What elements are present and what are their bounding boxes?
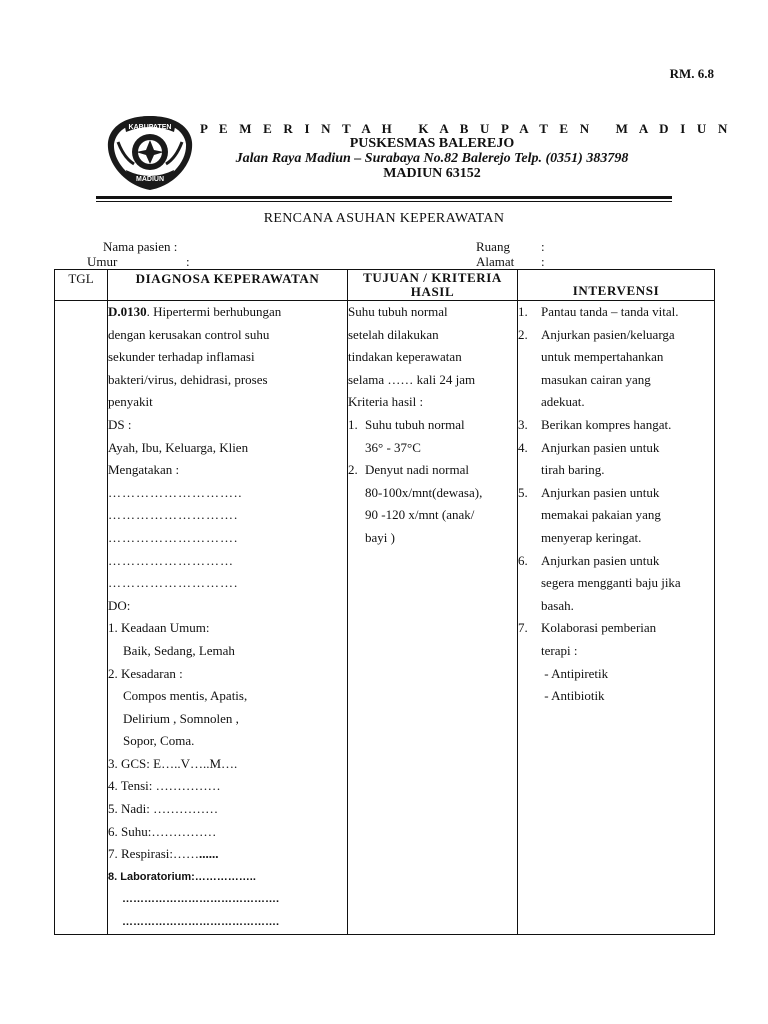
lab-label: 8. Laboratorium:……………..	[108, 870, 256, 883]
goal-line: Suhu tubuh normal	[348, 304, 448, 319]
criteria-number	[348, 482, 365, 505]
criteria-text: Suhu tubuh normal	[365, 416, 465, 432]
diagnosis-code: D.0130	[108, 304, 147, 319]
do-item-number: 7.	[108, 846, 121, 862]
do-item-suffix: ......	[199, 846, 219, 862]
intervention-line	[518, 504, 714, 527]
intervention-number	[518, 663, 535, 686]
goal-line: setelah dilakukan	[348, 326, 439, 342]
do-item-detail: Sopor, Coma.	[123, 733, 195, 749]
diagnosa-cell	[108, 301, 348, 935]
logo-text-bottom: MADIUN	[136, 176, 164, 183]
ds-label: DS :	[108, 416, 132, 432]
intervention-text: terapi :	[541, 642, 578, 658]
ds-blank-line: ………………………	[108, 552, 234, 568]
do-item	[108, 663, 347, 686]
header-city: MADIUN 63152	[383, 166, 481, 181]
criteria-line	[348, 482, 517, 505]
criteria-number	[348, 504, 365, 527]
criteria-number	[348, 437, 365, 460]
intervention-text: basah.	[541, 597, 574, 613]
goal-line: Kriteria hasil :	[348, 394, 424, 410]
criteria-number	[348, 527, 365, 550]
patient-room-label: Ruang	[476, 239, 510, 254]
madiun-regency-logo	[104, 112, 196, 192]
intervention-number	[518, 685, 535, 708]
intervention-line	[518, 391, 714, 414]
intervention-line	[518, 617, 714, 640]
ds-line: Mengatakan :	[108, 462, 180, 478]
criteria-text: 80-100x/mnt(dewasa),	[365, 484, 483, 500]
do-item	[108, 617, 347, 640]
intervention-number	[518, 391, 535, 414]
criteria-line	[348, 504, 517, 527]
header-tgl: TGL	[55, 270, 108, 301]
intervention-number	[518, 640, 535, 663]
criteria-line	[348, 459, 517, 482]
header-diagnosa: DIAGNOSA KEPERAWATAN	[108, 270, 348, 301]
intervention-line	[518, 414, 714, 437]
intervention-number	[518, 346, 535, 369]
intervention-number	[518, 572, 535, 595]
criteria-text: 90 -120 x/mnt (anak/	[365, 507, 475, 523]
do-label: DO:	[108, 597, 131, 613]
intervention-line	[518, 437, 714, 460]
table-header-row	[55, 270, 715, 301]
do-item-label: Nadi: ……………	[121, 801, 219, 817]
do-item-detail: Baik, Sedang, Lemah	[123, 642, 235, 658]
intervention-text: Anjurkan pasien untuk	[541, 552, 660, 568]
do-item	[108, 843, 347, 866]
intervention-text: - Antipiretik	[541, 665, 609, 681]
intervention-number	[518, 459, 535, 482]
header-government: P E M E R I N T A H K A B U P A T E N M A D I U N	[200, 121, 732, 136]
do-item-number: 1.	[108, 620, 121, 636]
intervention-line	[518, 527, 714, 550]
intervention-text: Pantau tanda – tanda vital.	[541, 304, 679, 319]
ds-line: Ayah, Ibu, Keluarga, Klien	[108, 439, 249, 455]
intervention-number	[518, 595, 535, 618]
intervention-text: Kolaborasi pemberian	[541, 620, 657, 636]
header-divider-thin	[96, 201, 672, 202]
intervention-number: 3.	[518, 416, 528, 432]
intervention-text: Berikan kompres hangat.	[541, 416, 672, 432]
ds-blank-line: ……………………….	[108, 529, 239, 545]
intervention-number: 1.	[518, 304, 528, 319]
nursing-care-plan-table	[54, 269, 715, 935]
tujuan-cell	[348, 301, 518, 935]
patient-address-colon: :	[541, 254, 545, 269]
do-item-label: Respirasi:……	[121, 846, 199, 862]
goal-line: tindakan keperawatan	[348, 349, 462, 365]
logo-text-top: KABUPATEN	[128, 124, 172, 131]
diagnosis-line: sekunder terhadap inflamasi	[108, 349, 255, 365]
intervention-number: 6.	[518, 552, 528, 568]
diagnosis-line: bakteri/virus, dehidrasi, proses	[108, 371, 268, 387]
intervention-text: masukan cairan yang	[541, 371, 651, 387]
intervention-number	[518, 504, 535, 527]
lab-blank-line: …………………………………….	[122, 893, 280, 906]
intervention-line	[518, 369, 714, 392]
intervention-text: Anjurkan pasien/keluarga	[541, 326, 675, 342]
intervention-text: adekuat.	[541, 394, 585, 410]
do-item	[108, 775, 347, 798]
table-body-row	[55, 301, 715, 935]
intervention-text: segera mengganti baju jika	[541, 575, 681, 591]
intervention-line	[518, 459, 714, 482]
intervention-line	[518, 324, 714, 347]
ds-blank-line: ……………………….	[108, 575, 239, 591]
intervention-line	[518, 640, 714, 663]
do-item-label: Tensi: ……………	[120, 778, 221, 794]
intervention-line	[518, 550, 714, 573]
header-puskesmas: PUSKESMAS BALEREJO	[349, 136, 515, 151]
diagnosis-line: penyakit	[108, 394, 153, 410]
do-item-detail: Delirium , Somnolen ,	[123, 710, 239, 726]
do-item-label: Keadaan Umum:	[121, 620, 210, 636]
ds-blank-line: ……………………….	[108, 507, 239, 523]
intervention-line	[518, 482, 714, 505]
intervention-number: 5.	[518, 484, 528, 500]
do-item-number: 3.	[108, 755, 121, 771]
diagnosis-line: dengan kerusakan control suhu	[108, 326, 270, 342]
header-intervensi: INTERVENSI	[518, 270, 715, 301]
do-item-number: 2.	[108, 665, 121, 681]
intervention-line	[518, 595, 714, 618]
do-item-label: Kesadaran :	[121, 665, 183, 681]
criteria-text: Denyut nadi normal	[365, 462, 469, 478]
intervention-text: - Antibiotik	[541, 688, 605, 704]
do-item-detail: Compos mentis, Apatis,	[123, 688, 248, 704]
criteria-text: 36° - 37°C	[365, 439, 421, 455]
patient-age-label: Umur	[87, 254, 118, 269]
document-code: RM. 6.8	[669, 66, 714, 81]
criteria-number: 1.	[348, 416, 358, 432]
intervention-number: 2.	[518, 326, 528, 342]
form-title: RENCANA ASUHAN KEPERAWATAN	[263, 211, 505, 226]
patient-age-colon: :	[186, 254, 190, 269]
ds-blank-line: ………………………..	[108, 484, 243, 500]
intervention-number: 4.	[518, 439, 528, 455]
header-address: Jalan Raya Madiun – Surabaya No.82 Balerejo Telp. (0351) 383798	[235, 151, 629, 166]
patient-address-label: Alamat	[476, 254, 515, 269]
diagnosis-statement	[108, 301, 347, 324]
goal-line: selama …… kali 24 jam	[348, 371, 476, 387]
criteria-line	[348, 437, 517, 460]
intervention-text: untuk mempertahankan	[541, 349, 664, 365]
lab-blank-line: …………………………………….	[122, 916, 280, 929]
intervention-line	[518, 685, 714, 708]
criteria-number: 2.	[348, 462, 358, 478]
intervention-line	[518, 572, 714, 595]
do-item-label: Suhu:……………	[121, 823, 217, 839]
do-item	[108, 821, 347, 844]
patient-name-label: Nama pasien :	[103, 239, 178, 254]
intervention-text: menyerap keringat.	[541, 529, 642, 545]
criteria-text: bayi )	[365, 529, 395, 545]
intervention-number	[518, 369, 535, 392]
do-item-number: 4.	[108, 778, 121, 794]
do-item-number: 6.	[108, 823, 121, 839]
intervention-line	[518, 301, 714, 324]
diagnosis-text: . Hipertermi berhubungan	[146, 304, 282, 319]
patient-room-colon: :	[541, 239, 545, 254]
intervention-text: Anjurkan pasien untuk	[541, 439, 660, 455]
header-tujuan: TUJUAN / KRITERIA HASIL	[348, 270, 518, 301]
do-item-label: GCS: E…..V…..M….	[121, 755, 238, 771]
criteria-line	[348, 527, 517, 550]
intervention-number	[518, 527, 535, 550]
do-item	[108, 798, 347, 821]
do-item-number: 5.	[108, 801, 121, 817]
do-item	[108, 753, 347, 776]
intervention-text: tirah baring.	[541, 462, 605, 478]
intervention-line	[518, 663, 714, 686]
criteria-line	[348, 414, 517, 437]
intervention-text: Anjurkan pasien untuk	[541, 484, 660, 500]
intervention-text: memakai pakaian yang	[541, 507, 661, 523]
intervention-number: 7.	[518, 620, 528, 636]
header-divider-thick	[96, 196, 672, 199]
intervensi-cell	[518, 301, 715, 935]
tgl-cell	[55, 301, 108, 935]
intervention-line	[518, 346, 714, 369]
